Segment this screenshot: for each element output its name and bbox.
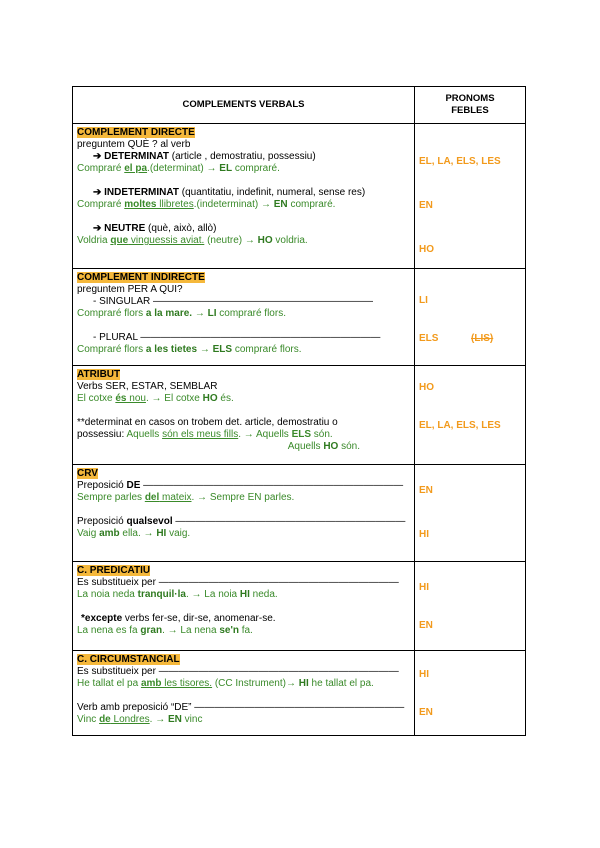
text-line: Preposició qualsevol ——————————————————————— bbox=[77, 516, 406, 527]
section-title: COMPLEMENT INDIRECTE bbox=[77, 272, 205, 283]
row-complement-directe bbox=[73, 123, 525, 268]
pronom: EN bbox=[419, 707, 433, 718]
label-neutre: ➔ NEUTRE bbox=[93, 223, 146, 234]
section-title: C. PREDICATIU bbox=[77, 565, 151, 576]
pronom: HI bbox=[419, 669, 429, 680]
text-line: *excepte verbs fer-se, dir-se, anomenar-se. bbox=[81, 613, 276, 624]
text-line: Preposició DE —————————————————————————— bbox=[77, 480, 404, 491]
pronom: EL, LA, ELS, LES bbox=[419, 420, 501, 431]
label-singular: - SINGULAR —————————————————————— bbox=[93, 296, 374, 307]
row-circumstancial bbox=[73, 650, 525, 735]
header-complements: COMPLEMENTS VERBALS bbox=[73, 87, 415, 123]
text-line: (quantitatiu, indefinit, numeral, sense res) bbox=[178, 187, 366, 198]
example-line: Compraré el pa.(determinat) → EL compraré. bbox=[77, 163, 280, 174]
example-line: La nena es fa gran. → La nena se'n fa. bbox=[77, 625, 253, 636]
note-line: possessiu: Aquells són els meus fills. → Aquells ELS són. bbox=[77, 429, 333, 440]
text-line: Es substitueix per ———————————————————————— bbox=[77, 666, 399, 677]
row-crv bbox=[73, 464, 525, 561]
example-line: Compraré flors a la mare. → LI compraré flors. bbox=[77, 308, 286, 319]
label-indeterminat: ➔ INDETERMINAT bbox=[93, 187, 179, 198]
example-line: Sempre parles del mateix. → Sempre EN parles. bbox=[77, 492, 295, 503]
text-line: Verb amb preposició “DE” ————————————————————— bbox=[77, 702, 405, 713]
example-line: Vaig amb ella. → HI vaig. bbox=[77, 528, 191, 539]
label-plural: - PLURAL ———————————————————————— bbox=[93, 332, 381, 343]
example-line: Compraré moltes llibretes.(indeterminat) → EN compraré. bbox=[77, 199, 336, 210]
text-line: preguntem QUÈ ? al verb bbox=[77, 139, 191, 150]
header-pronoms bbox=[415, 87, 525, 123]
text-line: preguntem PER A QUI? bbox=[77, 284, 183, 295]
pronom: EN bbox=[419, 485, 433, 496]
section-title: C. CIRCUMSTANCIAL bbox=[77, 654, 180, 665]
row-complement-indirecte bbox=[73, 268, 525, 365]
example-line: La noia neda tranquil·la. → La noia HI neda. bbox=[77, 589, 278, 600]
section-title: ATRIBUT bbox=[77, 369, 121, 380]
row-predicatiu bbox=[73, 561, 525, 650]
example-line: He tallat el pa amb les tisores. (CC Instrument)→ HI he tallat el pa. bbox=[77, 678, 374, 689]
section-title: CRV bbox=[77, 468, 98, 479]
note-line: **determinat en casos on trobem det. article, demostratiu o bbox=[77, 417, 338, 428]
text-line: Verbs SER, ESTAR, SEMBLAR bbox=[77, 381, 218, 392]
text-line: (què, això, allò) bbox=[145, 223, 217, 234]
pronom: EN bbox=[419, 200, 433, 211]
text-line: Es substitueix per ———————————————————————— bbox=[77, 577, 399, 588]
pronom: LI bbox=[419, 295, 428, 306]
text-line: (article , demostratiu, possessiu) bbox=[168, 151, 316, 162]
pronom: ELS bbox=[419, 333, 439, 344]
pronom: HI bbox=[419, 582, 429, 593]
pronom-struck: (LIS) bbox=[471, 333, 494, 344]
example-line: Vinc de Londres. → EN vinc bbox=[77, 714, 203, 725]
pronom: HO bbox=[419, 382, 434, 393]
complements-table bbox=[72, 86, 526, 736]
header-pronoms-line1: PRONOMS bbox=[445, 93, 495, 104]
pronom: HO bbox=[419, 244, 434, 255]
row-atribut bbox=[73, 365, 525, 464]
example-line: Compraré flors a les tietes → ELS compraré flors. bbox=[77, 344, 302, 355]
table-header bbox=[73, 87, 525, 123]
section-title: COMPLEMENT DIRECTE bbox=[77, 127, 195, 138]
pronom: EL, LA, ELS, LES bbox=[419, 156, 501, 167]
header-pronoms-line2: FEBLES bbox=[451, 105, 489, 116]
label-determinat: ➔ DETERMINAT bbox=[93, 151, 169, 162]
note-line: Aquells HO són. bbox=[287, 441, 360, 452]
pronom: EN bbox=[419, 620, 433, 631]
pronom: HI bbox=[419, 529, 429, 540]
example-line: Voldria que vinguessis aviat. (neutre) → HO voldria. bbox=[77, 235, 308, 246]
example-line: El cotxe és nou. → El cotxe HO és. bbox=[77, 393, 234, 404]
